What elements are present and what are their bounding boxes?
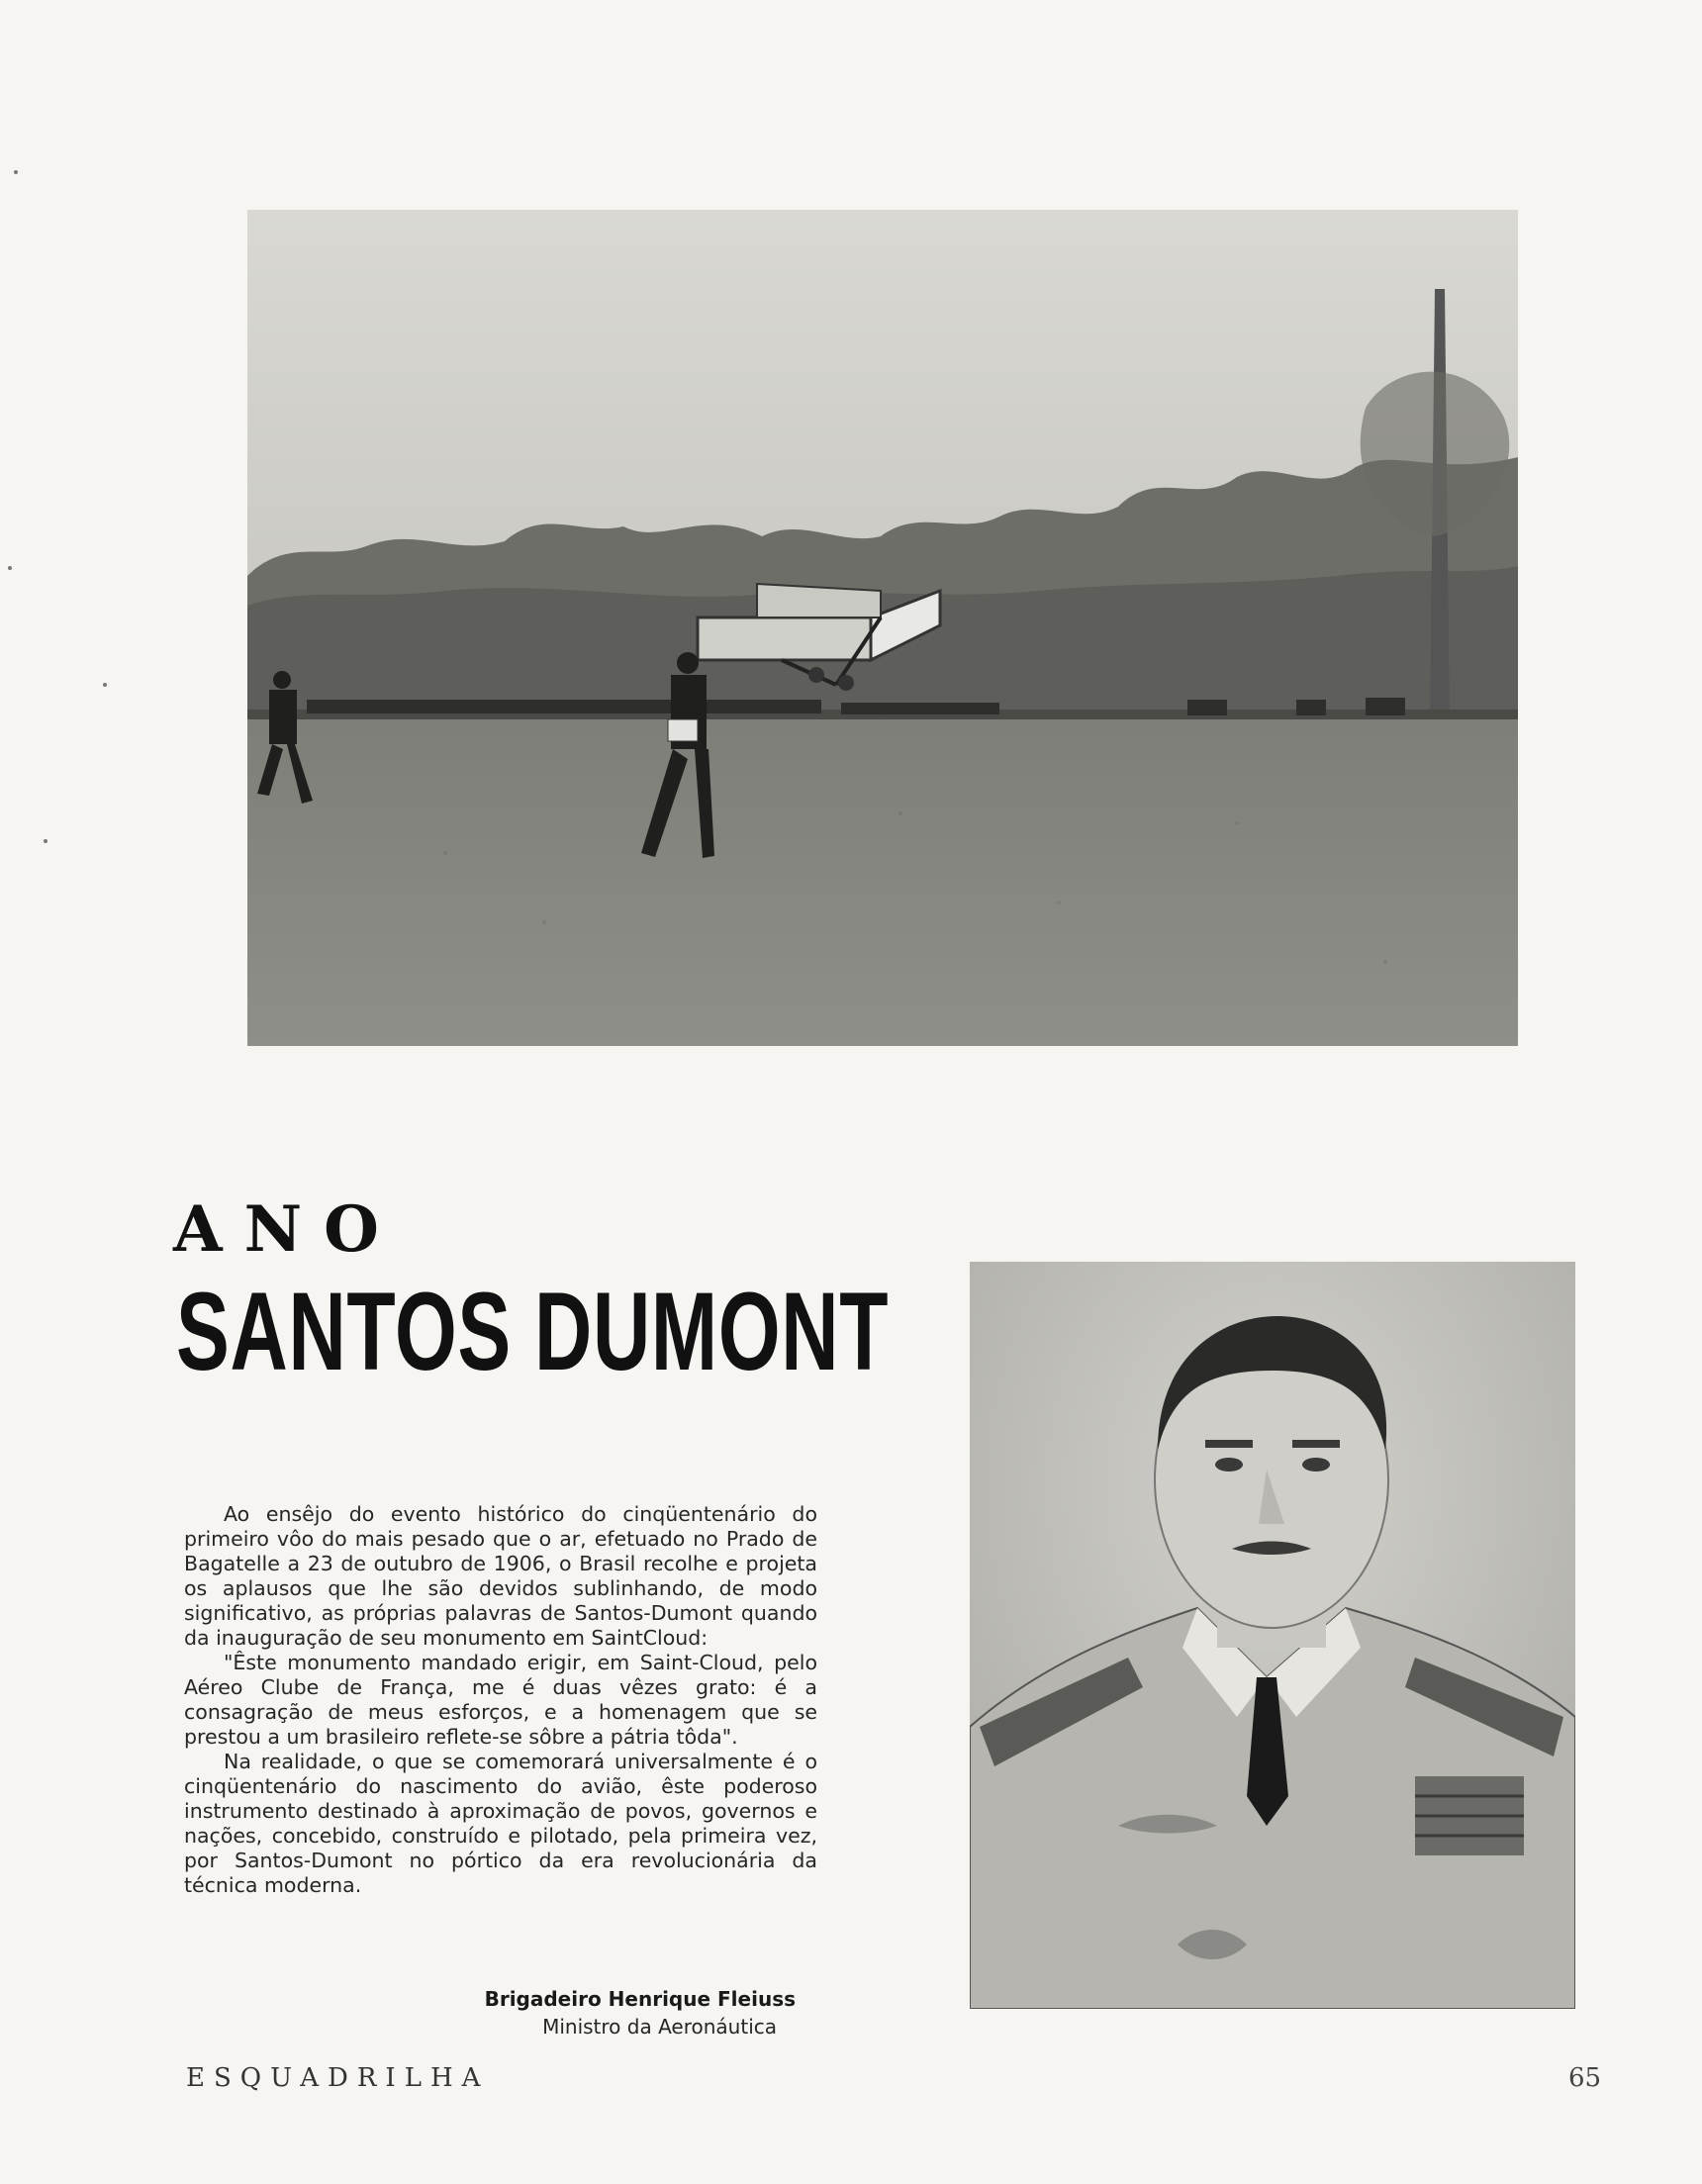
headline-line2: SANTOS DUMONT <box>176 1270 890 1393</box>
page-number: 65 <box>1568 2063 1602 2093</box>
portrait-photo <box>970 1262 1575 2009</box>
officer-portrait <box>970 1262 1575 2009</box>
magazine-name: ESQUADRILHA <box>186 2063 490 2093</box>
article-body <box>184 1502 817 1898</box>
headline-line1: ANO <box>173 1192 401 1267</box>
top-photo <box>247 210 1518 1046</box>
page-speck <box>44 839 47 843</box>
airplane-field-photo <box>247 210 1518 1046</box>
page-speck <box>14 170 18 174</box>
article-paragraph: Na realidade, o que se comemorará universalmente é o cinqüentenário do nascimento do avião, êste poderoso instrumento destinado à aproximação de povos, governos e nações, concebido, construído e pilotado, pela primeira vez, por Santos-Dumont no pórtico da era revolucionária da técnica moderna. <box>184 1750 817 1897</box>
article-paragraph: Ao ensêjo do evento histórico do cinqüentenário do primeiro vôo do mais pesado que o ar, efetuado no Prado de Bagatelle a 23 de outubro de 1906, o Brasil recolhe e projeta os aplausos que lhe são devidos sublinhando, de modo significativo, as próprias palavras de Santos-Dumont quando da inauguração de seu monumento em SaintCloud: <box>184 1502 817 1650</box>
page-speck <box>8 566 12 570</box>
article-paragraph: "Êste monumento mandado erigir, em Saint-Cloud, pelo Aéreo Clube de França, me é duas vêzes grato: é a consagração de meus esforços, e a homenagem que se prestou a um brasileiro reflete-se sôbre a pátria tôda". <box>184 1651 817 1749</box>
signature-name: Brigadeiro Henrique Fleiuss <box>484 1987 796 2011</box>
signature-role: Ministro da Aeronáutica <box>542 2015 777 2039</box>
page-speck <box>103 683 107 687</box>
